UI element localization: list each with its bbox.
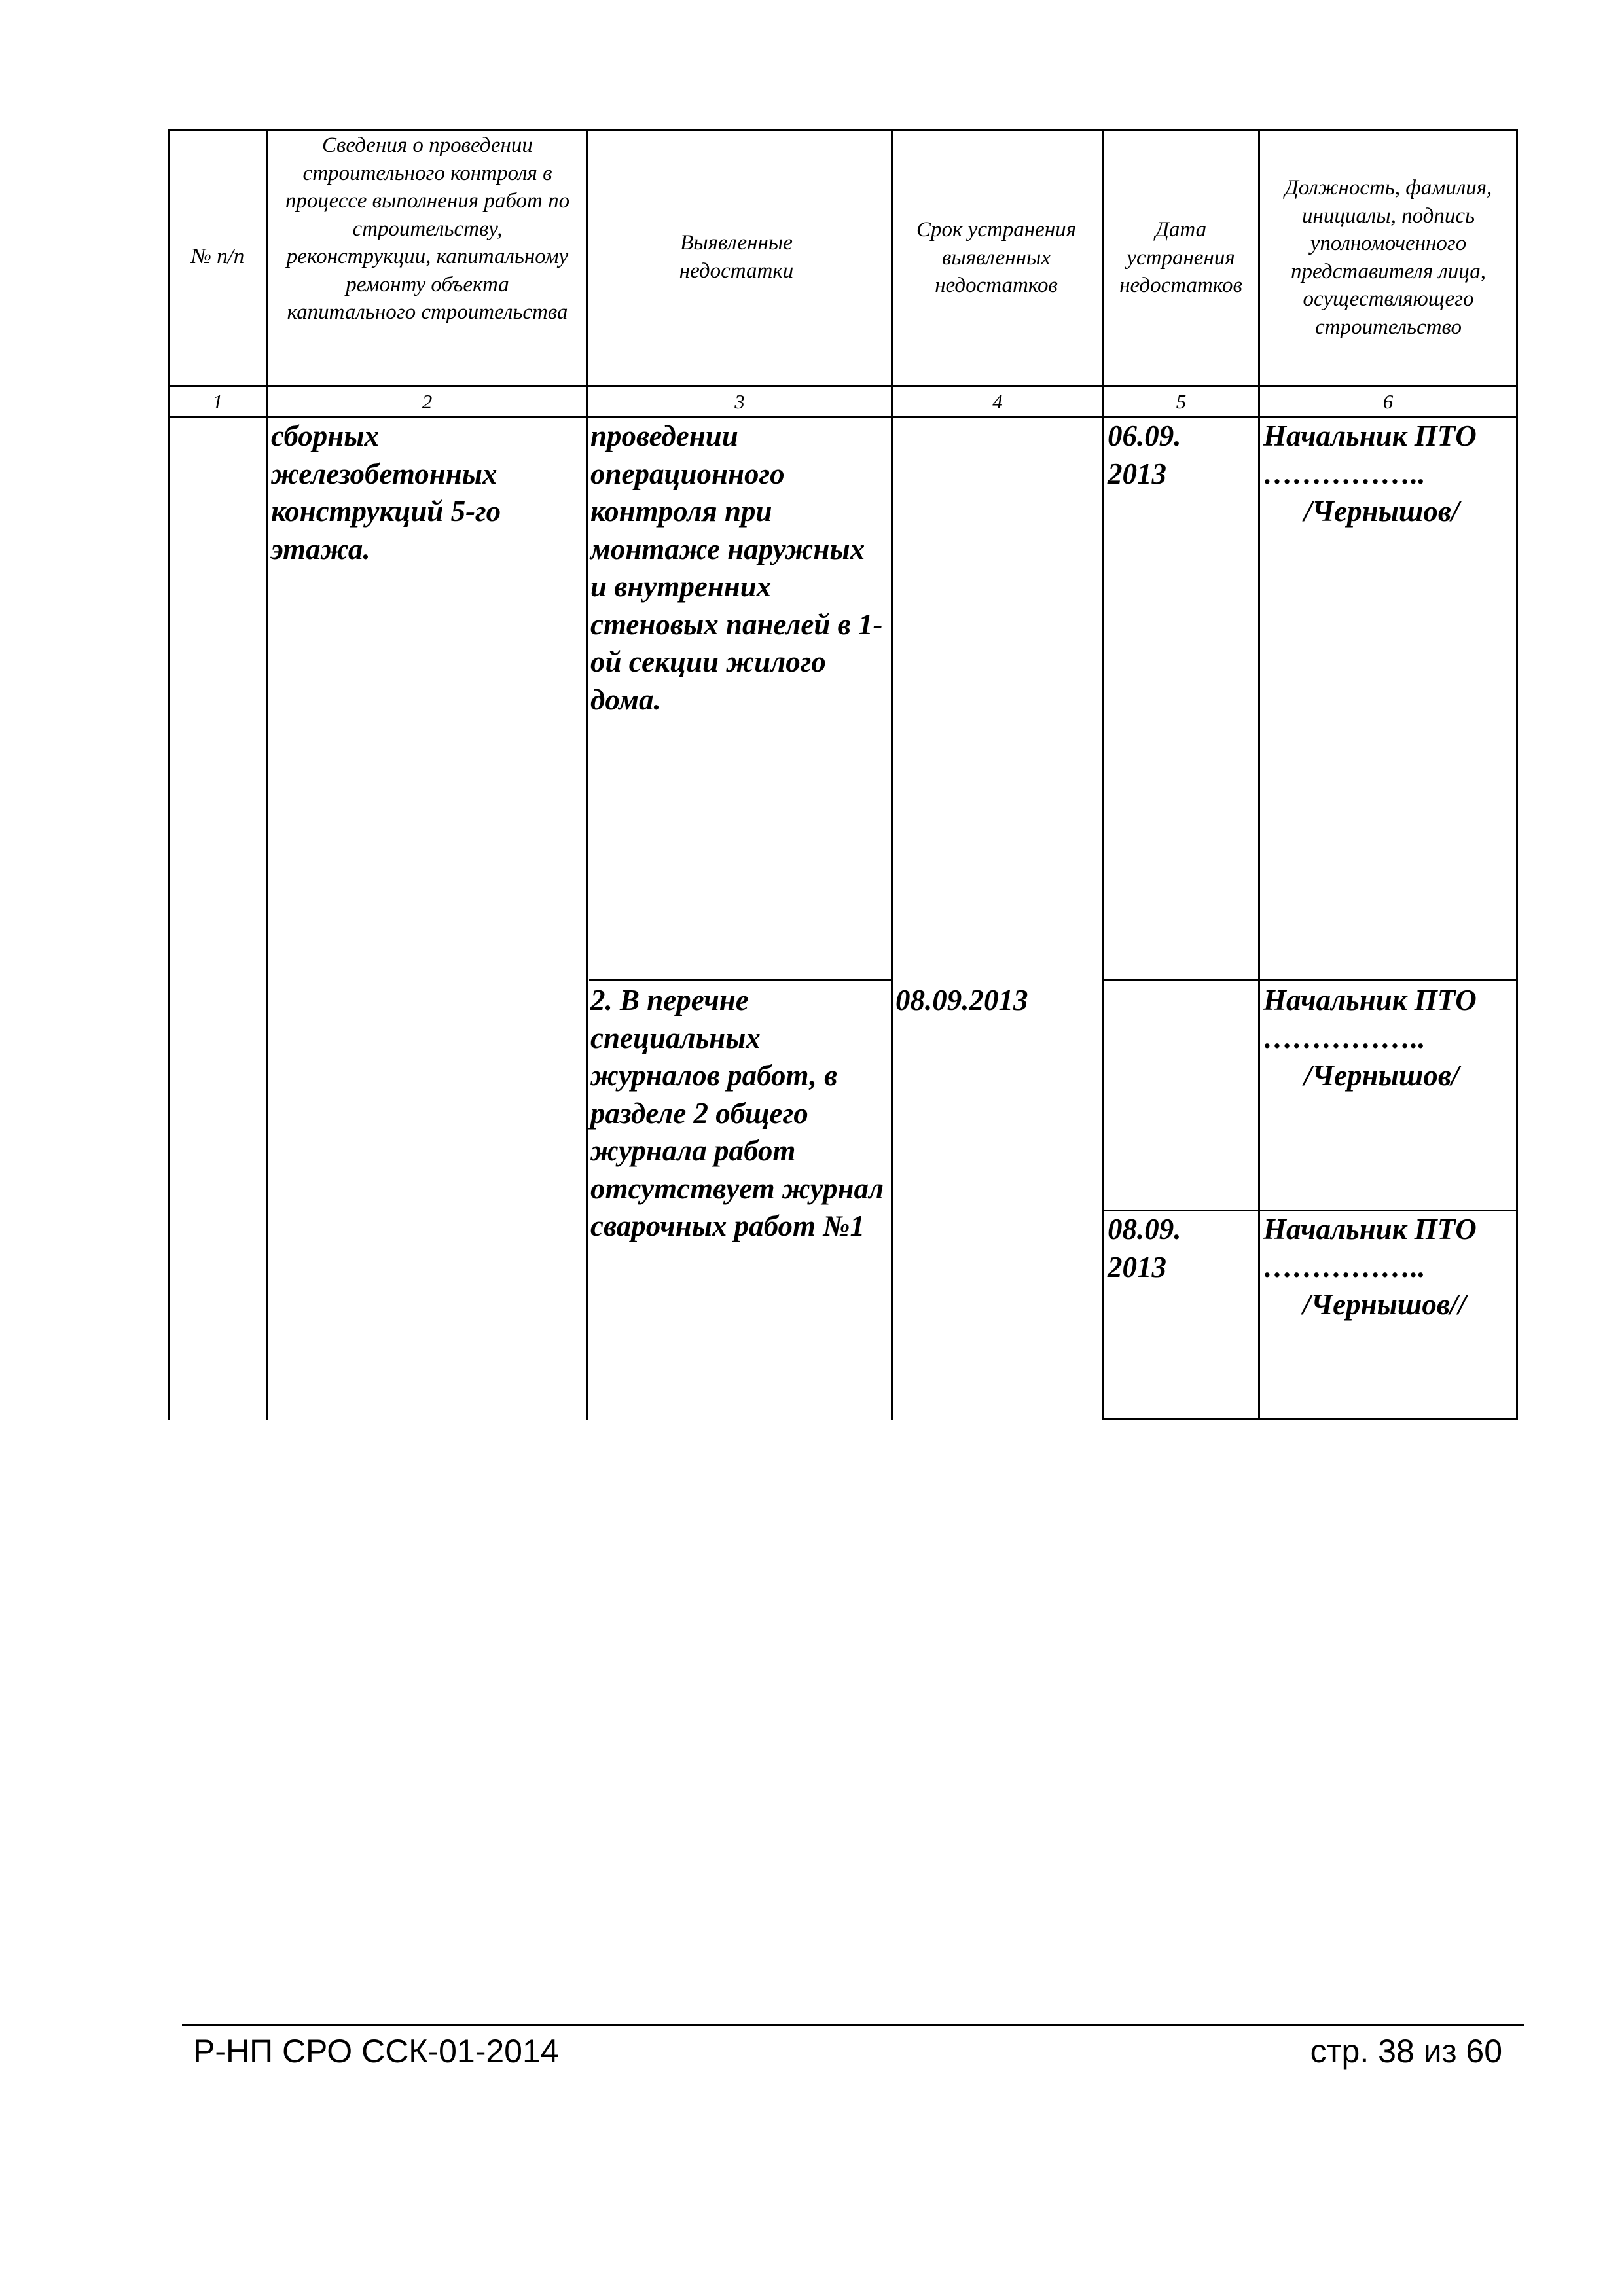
control-info-cell: сборных железобетонных конструкций 5-го этажа. bbox=[271, 420, 501, 565]
signature-dots: …………….. bbox=[1263, 457, 1426, 490]
date-fixed-cell: 06.09. 2013 bbox=[1108, 420, 1182, 490]
header-label: Сведения о проведении строительного контроля в процессе выполнения работ по строительству, реконструкции, капитальному ремонту объекта капитального строительства bbox=[285, 134, 570, 324]
row-divider bbox=[1102, 979, 1518, 981]
header-cell-signature bbox=[1267, 174, 1509, 341]
signature-name: /Чернышов/ bbox=[1304, 495, 1460, 528]
column-divider bbox=[1258, 129, 1260, 1420]
deadline-cell: 08.09.2013 bbox=[895, 984, 1028, 1016]
header-label: Срок устранения выявленных недостатков bbox=[916, 218, 1077, 297]
footer-document-code: Р-НП СРО ССК-01-2014 bbox=[193, 2033, 559, 2070]
header-cell-control-info bbox=[281, 132, 573, 327]
header-cell-number bbox=[170, 129, 266, 385]
signature-cell bbox=[1263, 982, 1515, 1095]
signature-position: Начальник ПТО bbox=[1263, 984, 1477, 1016]
column-number: 5 bbox=[1176, 390, 1187, 413]
column-divider bbox=[586, 129, 588, 1420]
header-label: Выявленные недостатки bbox=[679, 231, 794, 283]
table-border-top bbox=[168, 129, 1518, 131]
column-number: 4 bbox=[992, 390, 1003, 413]
column-number: 3 bbox=[734, 390, 745, 413]
header-cell-defects bbox=[628, 229, 844, 285]
signature-name: /Чернышов// bbox=[1303, 1288, 1466, 1321]
column-divider bbox=[1102, 129, 1104, 1420]
defect-cell: проведении операционного контроля при монтаже наружных и внутренних стеновых панелей в 1-ой секции жилого дома. bbox=[590, 420, 883, 716]
column-number: 6 bbox=[1382, 390, 1394, 413]
footer-page-number: стр. 38 из 60 bbox=[1310, 2033, 1502, 2070]
table-border-right bbox=[1516, 129, 1518, 1420]
header-cell-deadline bbox=[898, 216, 1094, 300]
column-number: 2 bbox=[422, 390, 433, 413]
header-cell-date-fixed bbox=[1105, 216, 1257, 300]
signature-cell bbox=[1263, 1211, 1515, 1324]
signature-dots: …………….. bbox=[1263, 1250, 1426, 1283]
column-divider bbox=[266, 129, 268, 1420]
signature-position: Начальник ПТО bbox=[1263, 1213, 1477, 1246]
table-header-divider bbox=[168, 385, 1518, 387]
date-fixed-cell: 08.09. 2013 bbox=[1108, 1213, 1182, 1283]
header-label: № п/п bbox=[190, 245, 245, 269]
row-divider bbox=[589, 979, 893, 981]
signature-cell bbox=[1263, 418, 1515, 531]
footer-rule bbox=[182, 2024, 1524, 2026]
signature-dots: …………….. bbox=[1263, 1021, 1426, 1054]
column-divider bbox=[891, 129, 893, 1420]
header-label: Дата устранения недостатков bbox=[1119, 218, 1242, 297]
table-bottom-divider bbox=[1102, 1418, 1518, 1420]
signature-position: Начальник ПТО bbox=[1263, 420, 1477, 452]
defect-cell: 2. В перечне специальных журналов работ, в разделе 2 общего журнала работ отсутствует журнал сварочных работ №1 bbox=[590, 984, 884, 1242]
column-number: 1 bbox=[212, 390, 223, 413]
header-label: Должность, фамилия, инициалы, подпись уполномоченного представителя лица, осуществляющего строительство bbox=[1284, 176, 1492, 339]
signature-name: /Чернышов/ bbox=[1304, 1059, 1460, 1092]
